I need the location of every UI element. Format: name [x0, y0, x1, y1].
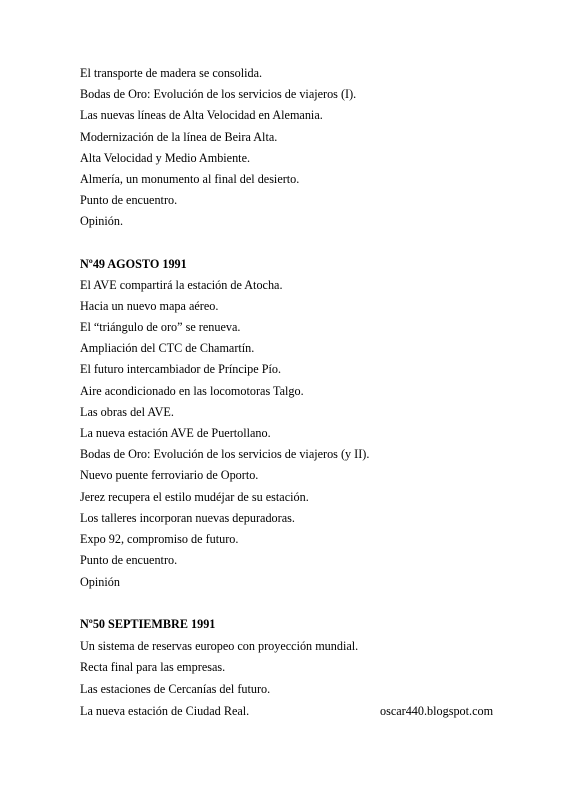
list-item: Las nuevas líneas de Alta Velocidad en Alemania.	[80, 108, 323, 122]
list-item: Ampliación del CTC de Chamartín.	[80, 341, 255, 355]
list-item: Bodas de Oro: Evolución de los servicios de viajeros (y II).	[80, 447, 370, 461]
list-item: La nueva estación de Ciudad Real.	[80, 704, 250, 718]
list-item: El transporte de madera se consolida.	[80, 66, 263, 80]
list-item: Almería, un monumento al final del desierto.	[80, 172, 300, 186]
list-item: Modernización de la línea de Beira Alta.	[80, 130, 278, 144]
blog-credit: oscar440.blogspot.com	[380, 704, 494, 718]
list-item: Hacia un nuevo mapa aéreo.	[80, 299, 219, 313]
list-item: Punto de encuentro.	[80, 193, 178, 207]
list-item: Nuevo puente ferroviario de Oporto.	[80, 468, 259, 482]
list-item: El “triángulo de oro” se renueva.	[80, 320, 241, 334]
list-item: Las obras del AVE.	[80, 405, 174, 419]
list-item: Bodas de Oro: Evolución de los servicios de viajeros (I).	[80, 87, 357, 101]
list-item: El futuro intercambiador de Príncipe Pío.	[80, 362, 282, 376]
list-item: El AVE compartirá la estación de Atocha.	[80, 278, 283, 292]
list-item: Punto de encuentro.	[80, 553, 178, 567]
list-item: Las estaciones de Cercanías del futuro.	[80, 682, 271, 696]
list-item: Aire acondicionado en las locomotoras Talgo.	[80, 384, 304, 398]
list-item: Un sistema de reservas europeo con proyección mundial.	[80, 639, 359, 653]
list-item: Jerez recupera el estilo mudéjar de su estación.	[80, 490, 309, 504]
section-heading-50: Nº50 SEPTIEMBRE 1991	[80, 617, 216, 631]
list-item: Los talleres incorporan nuevas depuradoras.	[80, 511, 295, 525]
list-item: La nueva estación AVE de Puertollano.	[80, 426, 271, 440]
list-item: Opinión.	[80, 214, 123, 228]
list-item: Recta final para las empresas.	[80, 660, 226, 674]
list-item: Expo 92, compromiso de futuro.	[80, 532, 239, 546]
list-item: Opinión	[80, 575, 120, 589]
section-heading-49: Nº49 AGOSTO 1991	[80, 257, 187, 271]
list-item: Alta Velocidad y Medio Ambiente.	[80, 151, 251, 165]
